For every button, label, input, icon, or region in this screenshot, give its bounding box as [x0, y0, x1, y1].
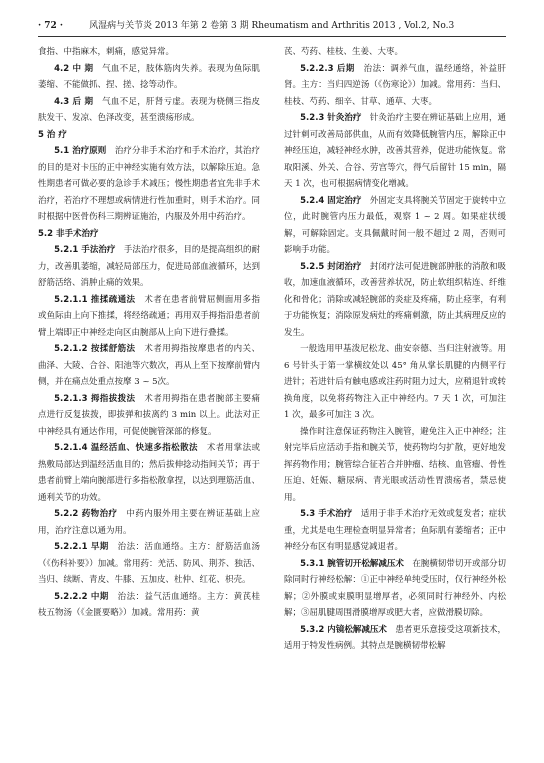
paragraph-heading: 5.3.2 内镜松解减压术 — [300, 624, 387, 635]
paragraph-text: 一般选用甲基泼尼松龙、曲安奈德、当归注射液等。用 6 号针头于第一掌横纹处以 45° 角从掌长肌腱的内侧平行进针；若进针后有触电感或注药时阻力过大，应稍退针或转换角度，以免将药物注入正中神经内。7 天 1 次，可加注 1 次，最多可加注 3 次。 — [284, 344, 506, 420]
paragraph — [38, 589, 260, 622]
paragraph-continuation — [284, 44, 506, 61]
paragraph — [38, 440, 260, 506]
paragraph — [38, 61, 260, 94]
paragraph-heading: 5.1 治疗原则 — [54, 146, 107, 156]
paragraph-heading: 5.2.2.3 后期 — [300, 63, 355, 74]
paragraph — [38, 341, 260, 391]
left-column — [38, 44, 260, 622]
paragraph-text: 治法：益气活血通络。主方：黄芪桂枝五物汤（《金匮要略》）加减。常用药：黄 — [38, 591, 260, 618]
heading-text: 5 治 疗 — [38, 129, 67, 140]
paragraph — [284, 110, 506, 193]
paragraph-text: 术者用拇指在患者腕部主要痛点进行反复拔拨，即拔弹和拔离约 3 min 以上。此法对正中神经具有通达作用，可促使腕管深部的修复。 — [38, 393, 260, 437]
paragraph-heading: 5.2.1.3 拇指拔拨法 — [54, 393, 136, 404]
paragraph-text: 在腕横韧带切开或部分切除同时行神经松解：①正中神经单纯受压时，仅行神经外松解；②外膜或束膜明显增厚者，必须同时行神经外、内松解；③屈肌腱周围滑膜增厚或肥大者，应做滑膜切除。 — [284, 558, 506, 618]
paragraph-text: 针灸治疗主要在辨证基础上应用，通过针刺可改善局部供血，从而有效降低腕管内压，解除正中神经压迫，减轻神经水肿，改善其营养，促进功能恢复。常取阳溪、外关、合谷、劳宫等穴，得气后留针 15 min，隔天 1 次，也可根据病情变化增减。 — [284, 113, 506, 189]
paragraph-text: 封闭疗法可促进腕部肿胀的消散和吸收，加速血液循环，改善营养状况，防止软组织粘连、纤维化和骨化；消除或减轻腕部的炎症及疼痛，防止痉挛，有利于功能恢复；消除原发病灶的疼痛刺激，防止其病理反应的发生。 — [284, 261, 506, 338]
paragraph-text: 中药内服外用主要在辨证基础上应用，治疗注意以通为用。 — [38, 509, 260, 536]
paragraph-text: 气血不足，肝肾亏虚。表现为桡侧三指皮肤发干、发凉、色泽改变，甚至溃疡形成。 — [38, 96, 260, 123]
paragraph — [38, 539, 260, 589]
paragraph-heading: 5.2.1.4 温经活血、快速多指松散法 — [54, 443, 198, 453]
paragraph — [284, 259, 506, 342]
paragraph-text: 手法治疗很多，目的是提高组织的耐力，改善肌萎缩，减轻局部压力，促进局部血液循环，达到舒筋活络、消肿止痛的效果。 — [38, 245, 260, 288]
paragraph-heading: 5.2.1 手法治疗 — [54, 245, 116, 255]
paragraph-text: 术者在患者前臂屈侧面用多指或鱼际由上向下推揉，将经络疏通；再用双手拇指沿患者前臂上端即正中神经走向区由腕部从上向下进行叠揉。 — [38, 294, 260, 338]
paragraph-text: 外固定支具将腕关节固定于旋转中立位，此时腕管内压力最低，观察 1 ~ 2 周。如果症状缓解，可解除固定。支具佩戴时间一般不超过 2 周，否则可影响手功能。 — [284, 195, 506, 255]
paragraph-text: 气血不足，肢体筋肉失养。表现为鱼际肌萎缩、不能做抓、捏、搓、捻等动作。 — [38, 63, 260, 90]
journal-title: 风湿病与关节炎 2013 年第 2 卷第 3 期 Rheumatism and Arthritis 2013 , Vol.2, No.3 — [89, 21, 455, 31]
paragraph-heading: 5.3 手术治疗 — [300, 509, 353, 519]
paragraph-heading: 5.2.3 针灸治疗 — [300, 113, 362, 123]
paragraph — [284, 61, 506, 111]
paragraph-heading: 5.2.5 封闭治疗 — [300, 261, 362, 272]
paragraph-heading: 4.2 中 期 — [54, 63, 94, 74]
paragraph-heading: 5.2.2 药物治疗 — [54, 509, 118, 519]
paragraph-text: 治法：调养气血，温经通络，补益肝肾。主方：当归四逆汤（《伤寒论》）加减。常用药：当归、桂枝、芍药、细辛、甘草、通草、大枣。 — [284, 63, 506, 107]
paragraph-heading: 5.2.1.1 推揉疏通法 — [54, 294, 136, 305]
paragraph-heading: 5.2.2.2 中期 — [54, 591, 109, 602]
section-heading — [38, 226, 260, 243]
paragraph — [284, 424, 506, 507]
right-column — [284, 44, 506, 655]
paragraph-heading: 5.2.1.2 按揉舒筋法 — [54, 344, 136, 354]
heading-text: 5.2 非手术治疗 — [38, 228, 99, 239]
paragraph — [38, 94, 260, 127]
paragraph-continuation — [38, 44, 260, 61]
paragraph — [284, 622, 506, 655]
paragraph — [38, 292, 260, 342]
paragraph-text: 术者用掌法或热敷局部达到温经活血目的；然后拔伸捻动指间关节；再于患者前臂上端向腕部进行多指松散拿捏，以达到理筋活血、通利关节的功效。 — [38, 443, 260, 503]
section-heading — [38, 127, 260, 144]
paragraph — [38, 506, 260, 539]
paragraph-heading: 5.2.2.1 早期 — [54, 542, 109, 552]
paragraph-text: 食指、中指麻木，刺痛，感觉异常。 — [38, 47, 175, 57]
paragraph — [38, 143, 260, 226]
paragraph — [38, 391, 260, 441]
paragraph-heading: 5.3.1 腕管切开松解减压术 — [300, 558, 404, 569]
paragraph-text: 治疗分非手术治疗和手术治疗，其治疗的目的是对卡压的正中神经实施有效方法，以解除压迫。急性期患者可做必要的急诊手术减压；慢性期患者宜先非手术治疗，若治疗不理想或病情进行性加重时，则手术治疗。同时根据中医骨伤科三期辨证施治，内服及外用中药治疗。 — [38, 146, 260, 222]
paragraph-text: 患者更乐意接受这项新技术，适用于特发性病例。其特点是腕横韧带松解 — [284, 624, 506, 651]
paragraph — [284, 556, 506, 622]
paragraph — [284, 193, 506, 259]
paragraph-text: 适用于非手术治疗无效或复发者；症状重，尤其是电生理检查明显异常者；鱼际肌有萎缩者；正中神经分布区有明显感觉减退者。 — [284, 509, 506, 552]
page-number: · 72 · — [38, 21, 64, 31]
paragraph-text: 芪、芍药、桂枝、生姜、大枣。 — [284, 47, 404, 57]
paragraph — [38, 242, 260, 292]
paragraph-text: 治法：活血通络。主方：舒筋活血汤（《伤科补要》）加减。常用药：羌活、防风、荆芥、独活、当归、续断、青皮、牛膝、五加皮、杜仲、红花、枳壳。 — [38, 542, 260, 585]
paragraph — [284, 506, 506, 556]
paragraph-text: 术者用拇指按摩患者的内关、曲泽、大陵、合谷、阳池等穴数次，再从上至下按摩前臂内侧，并在痛点处重点按摩 3 ~ 5次。 — [38, 344, 260, 387]
paragraph-text: 操作时注意保证药物注入腕管，避免注入正中神经；注射完毕后应活动手指和腕关节，使药物均匀扩散，更好地发挥药物作用；腕管综合征若合并肿瘤、结核、血管瘤、骨性压迫、妊娠、糖尿病、青光眼或活动性胃溃疡者，禁忌使用。 — [284, 426, 506, 503]
paragraph — [284, 341, 506, 424]
paragraph-heading: 4.3 后 期 — [54, 96, 94, 107]
paragraph-heading: 5.2.4 固定治疗 — [300, 195, 362, 206]
page-header — [38, 16, 506, 37]
